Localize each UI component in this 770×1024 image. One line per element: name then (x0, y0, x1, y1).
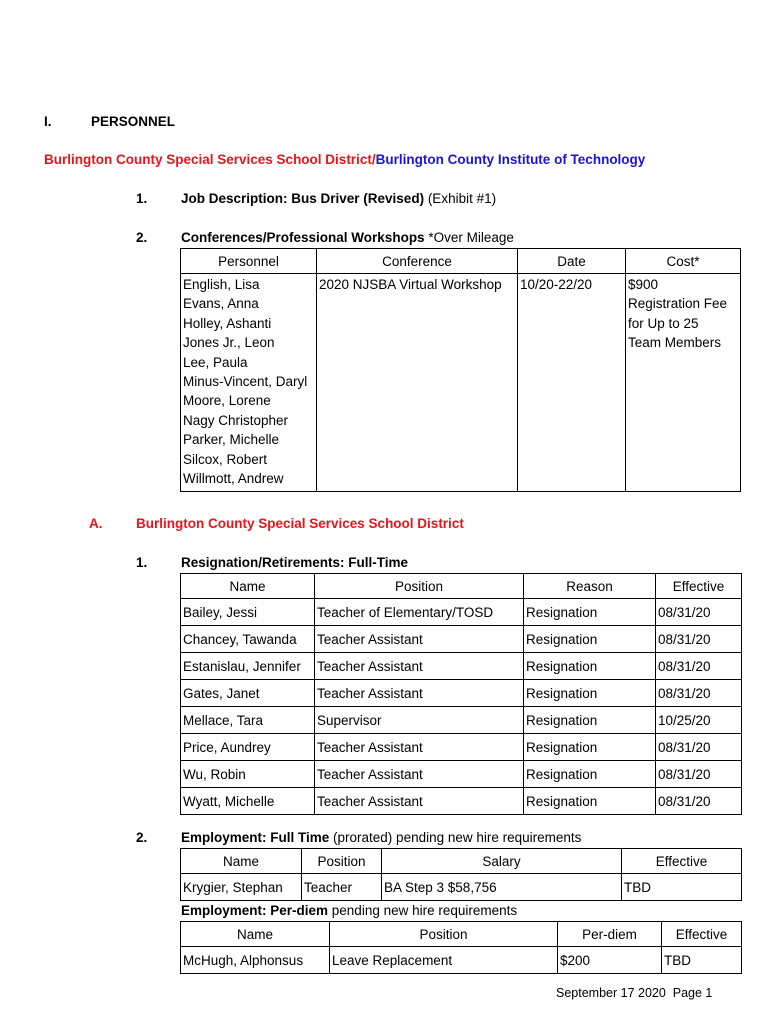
reason-cell: Resignation (524, 599, 656, 626)
table-row (181, 680, 742, 707)
table-row (181, 653, 742, 680)
section-number: I. (44, 114, 52, 129)
reason-cell: Resignation (524, 707, 656, 734)
conference-cell (317, 274, 518, 492)
position-cell: Teacher (302, 874, 382, 901)
item-title: Conferences/Professional Workshops (181, 230, 425, 245)
fulltime-table (180, 848, 742, 901)
effective-cell: 08/31/20 (656, 761, 742, 788)
column-header: Name (181, 922, 330, 947)
district-name: Burlington County Special Services School District (44, 152, 372, 167)
reason-cell: Resignation (524, 626, 656, 653)
table-row (181, 626, 742, 653)
position-cell: Teacher Assistant (315, 734, 524, 761)
position-cell: Leave Replacement (330, 947, 558, 974)
item-title: Employment: Full Time (181, 830, 330, 845)
name-cell: Estanislau, Jennifer (181, 653, 315, 680)
cost-line: $900 (628, 277, 659, 292)
perdiem-table (180, 921, 742, 974)
person-name: Parker, Michelle (183, 432, 280, 448)
name-cell: Wu, Robin (181, 761, 315, 788)
item-title: Job Description: Bus Driver (Revised) (181, 191, 425, 206)
person-name: Silcox, Robert (183, 451, 268, 467)
header-separator: / (371, 152, 376, 167)
column-header: Position (302, 849, 382, 874)
name-cell: Bailey, Jessi (181, 599, 315, 626)
position-cell: Teacher Assistant (315, 653, 524, 680)
job-description-item (181, 191, 496, 206)
effective-cell: 08/31/20 (656, 734, 742, 761)
column-header: Conference (317, 249, 518, 274)
position-cell: Teacher Assistant (315, 788, 524, 815)
column-header: Cost* (626, 249, 741, 274)
effective-cell: TBD (622, 874, 742, 901)
person-name: Willmott, Andrew (183, 471, 284, 487)
reason-cell: Resignation (524, 680, 656, 707)
table-row (181, 707, 742, 734)
name-cell: Wyatt, Michelle (181, 788, 315, 815)
column-header: Position (330, 922, 558, 947)
name-cell: Chancey, Tawanda (181, 626, 315, 653)
position-cell: Teacher Assistant (315, 761, 524, 788)
column-header: Effective (622, 849, 742, 874)
personnel-cell (181, 274, 317, 492)
item-number: 1. (136, 191, 148, 206)
effective-cell: TBD (662, 947, 742, 974)
position-cell: Teacher of Elementary/TOSD (315, 599, 524, 626)
effective-cell: 08/31/20 (656, 788, 742, 815)
effective-cell: 08/31/20 (656, 653, 742, 680)
person-name: Evans, Anna (183, 296, 259, 312)
reason-cell: Resignation (524, 734, 656, 761)
reason-cell: Resignation (524, 761, 656, 788)
table-row (181, 599, 742, 626)
item-note: (Exhibit #1) (424, 191, 497, 206)
effective-cell: 08/31/20 (656, 599, 742, 626)
conference-name: 2020 NJSBA Virtual Workshop (319, 277, 502, 292)
item-title: Employment: Per-diem (181, 903, 329, 918)
name-cell: Price, Aundrey (181, 734, 315, 761)
cost-line: Team Members (628, 335, 722, 351)
conference-table (180, 248, 741, 492)
section-title: PERSONNEL (91, 114, 176, 129)
item-note: *Over Mileage (424, 230, 514, 245)
resignation-table (180, 573, 742, 815)
person-name: Minus-Vincent, Daryl (183, 374, 308, 390)
conferences-item (181, 230, 514, 245)
column-header: Salary (382, 849, 622, 874)
item-number: 2. (136, 230, 148, 245)
table-row (181, 788, 742, 815)
page-footer: September 17 2020 Page 1 (556, 986, 713, 1000)
position-cell: Teacher Assistant (315, 626, 524, 653)
column-header: Reason (524, 574, 656, 599)
employment-perdiem-heading (181, 903, 517, 918)
cost-line: for Up to 25 (628, 315, 699, 331)
column-header: Date (518, 249, 626, 274)
column-header: Effective (662, 922, 742, 947)
column-header: Effective (656, 574, 742, 599)
date-cell (518, 274, 626, 492)
table-row (181, 874, 742, 901)
item-number: 1. (136, 555, 148, 570)
district-header (44, 152, 645, 167)
reason-cell: Resignation (524, 788, 656, 815)
item-note: (prorated) pending new hire requirements (329, 830, 582, 845)
person-name: Jones Jr., Leon (183, 335, 275, 351)
person-name: Lee, Paula (183, 354, 248, 370)
reason-cell: Resignation (524, 653, 656, 680)
institute-name: Burlington County Institute of Technology (375, 152, 646, 167)
item-note: pending new hire requirements (328, 903, 518, 918)
position-cell: Teacher Assistant (315, 680, 524, 707)
column-header: Per-diem (558, 922, 662, 947)
cost-line: Registration Fee (628, 296, 728, 312)
effective-cell: 08/31/20 (656, 680, 742, 707)
person-name: Nagy Christopher (183, 412, 289, 428)
position-cell: Supervisor (315, 707, 524, 734)
table-row (181, 761, 742, 788)
column-header: Name (181, 849, 302, 874)
conference-date: 10/20-22/20 (520, 277, 593, 292)
table-row (181, 947, 742, 974)
cost-cell (626, 274, 741, 492)
name-cell: Mellace, Tara (181, 707, 315, 734)
effective-cell: 08/31/20 (656, 626, 742, 653)
person-name: English, Lisa (183, 277, 260, 292)
perdiem-cell: $200 (558, 947, 662, 974)
column-header: Personnel (181, 249, 317, 274)
effective-cell: 10/25/20 (656, 707, 742, 734)
table-row (181, 734, 742, 761)
name-cell: Krygier, Stephan (181, 874, 302, 901)
resignations-title: Resignation/Retirements: Full-Time (181, 555, 409, 570)
item-number: 2. (136, 830, 148, 845)
employment-fulltime-heading (181, 830, 581, 845)
name-cell: Gates, Janet (181, 680, 315, 707)
person-name: Holley, Ashanti (183, 315, 272, 331)
section-a-title: Burlington County Special Services School District (136, 516, 464, 531)
person-name: Moore, Lorene (183, 393, 271, 409)
column-header: Position (315, 574, 524, 599)
salary-cell: BA Step 3 $58,756 (382, 874, 622, 901)
column-header: Name (181, 574, 315, 599)
section-letter: A. (89, 516, 103, 531)
name-cell: McHugh, Alphonsus (181, 947, 330, 974)
